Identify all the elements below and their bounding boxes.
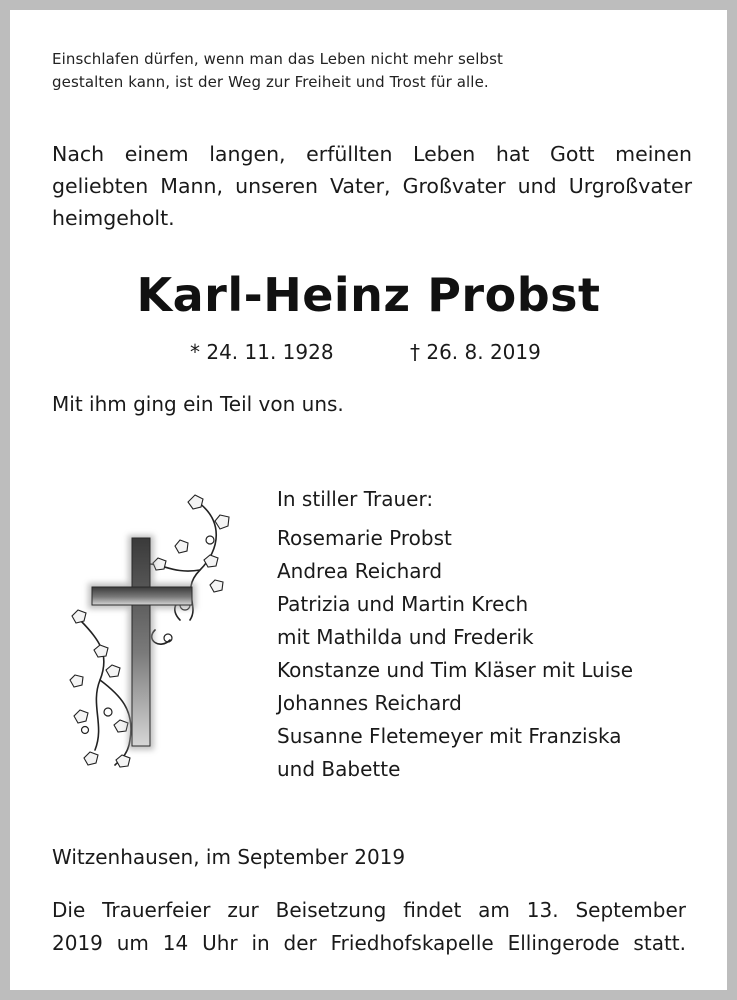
- birth-date: * 24. 11. 1928: [190, 340, 334, 364]
- mourner-name: Johannes Reichard: [277, 691, 462, 715]
- death-date: † 26. 8. 2019: [410, 340, 541, 364]
- intro-line-1: Nach einem langen, erfüllten Leben hat Gott meinen: [52, 142, 692, 166]
- motto-quote: [52, 48, 692, 94]
- mourner-name: Rosemarie Probst: [277, 526, 452, 550]
- ceremony-notice: [52, 894, 686, 960]
- cross-with-ivy-icon: [50, 480, 250, 780]
- mourner-name: Konstanze und Tim Kläser mit Luise: [277, 658, 634, 682]
- intro-line-3: heimgeholt.: [52, 206, 175, 230]
- mourner-name: Andrea Reichard: [277, 559, 443, 583]
- deceased-name: Karl-Heinz Probst: [136, 268, 601, 322]
- mourner-name: mit Mathilda und Frederik: [277, 625, 534, 649]
- ceremony-line-1: Die Trauerfeier zur Beisetzung findet am 13. September: [52, 898, 686, 922]
- mourners-list: [277, 483, 717, 786]
- mourner-name: und Babette: [277, 757, 401, 781]
- motto-line-1: Einschlafen dürfen, wenn man das Leben nicht mehr selbst: [52, 50, 503, 68]
- memorial-sentence: Mit ihm ging ein Teil von uns.: [52, 392, 344, 416]
- mourner-name: Susanne Fletemeyer mit Franziska: [277, 724, 622, 748]
- intro-line-2: geliebten Mann, unseren Vater, Großvater und Urgroßvater: [52, 174, 692, 198]
- intro-text: [52, 138, 692, 234]
- mourners-heading: In stiller Trauer:: [277, 487, 434, 511]
- mourner-name: Patrizia und Martin Krech: [277, 592, 529, 616]
- ceremony-line-2: 2019 um 14 Uhr in der Friedhofskapelle Ellingerode statt.: [52, 931, 686, 955]
- place-and-date: Witzenhausen, im September 2019: [52, 845, 406, 869]
- obituary-card: [10, 10, 727, 990]
- motto-line-2: gestalten kann, ist der Weg zur Freiheit und Trost für alle.: [52, 73, 489, 91]
